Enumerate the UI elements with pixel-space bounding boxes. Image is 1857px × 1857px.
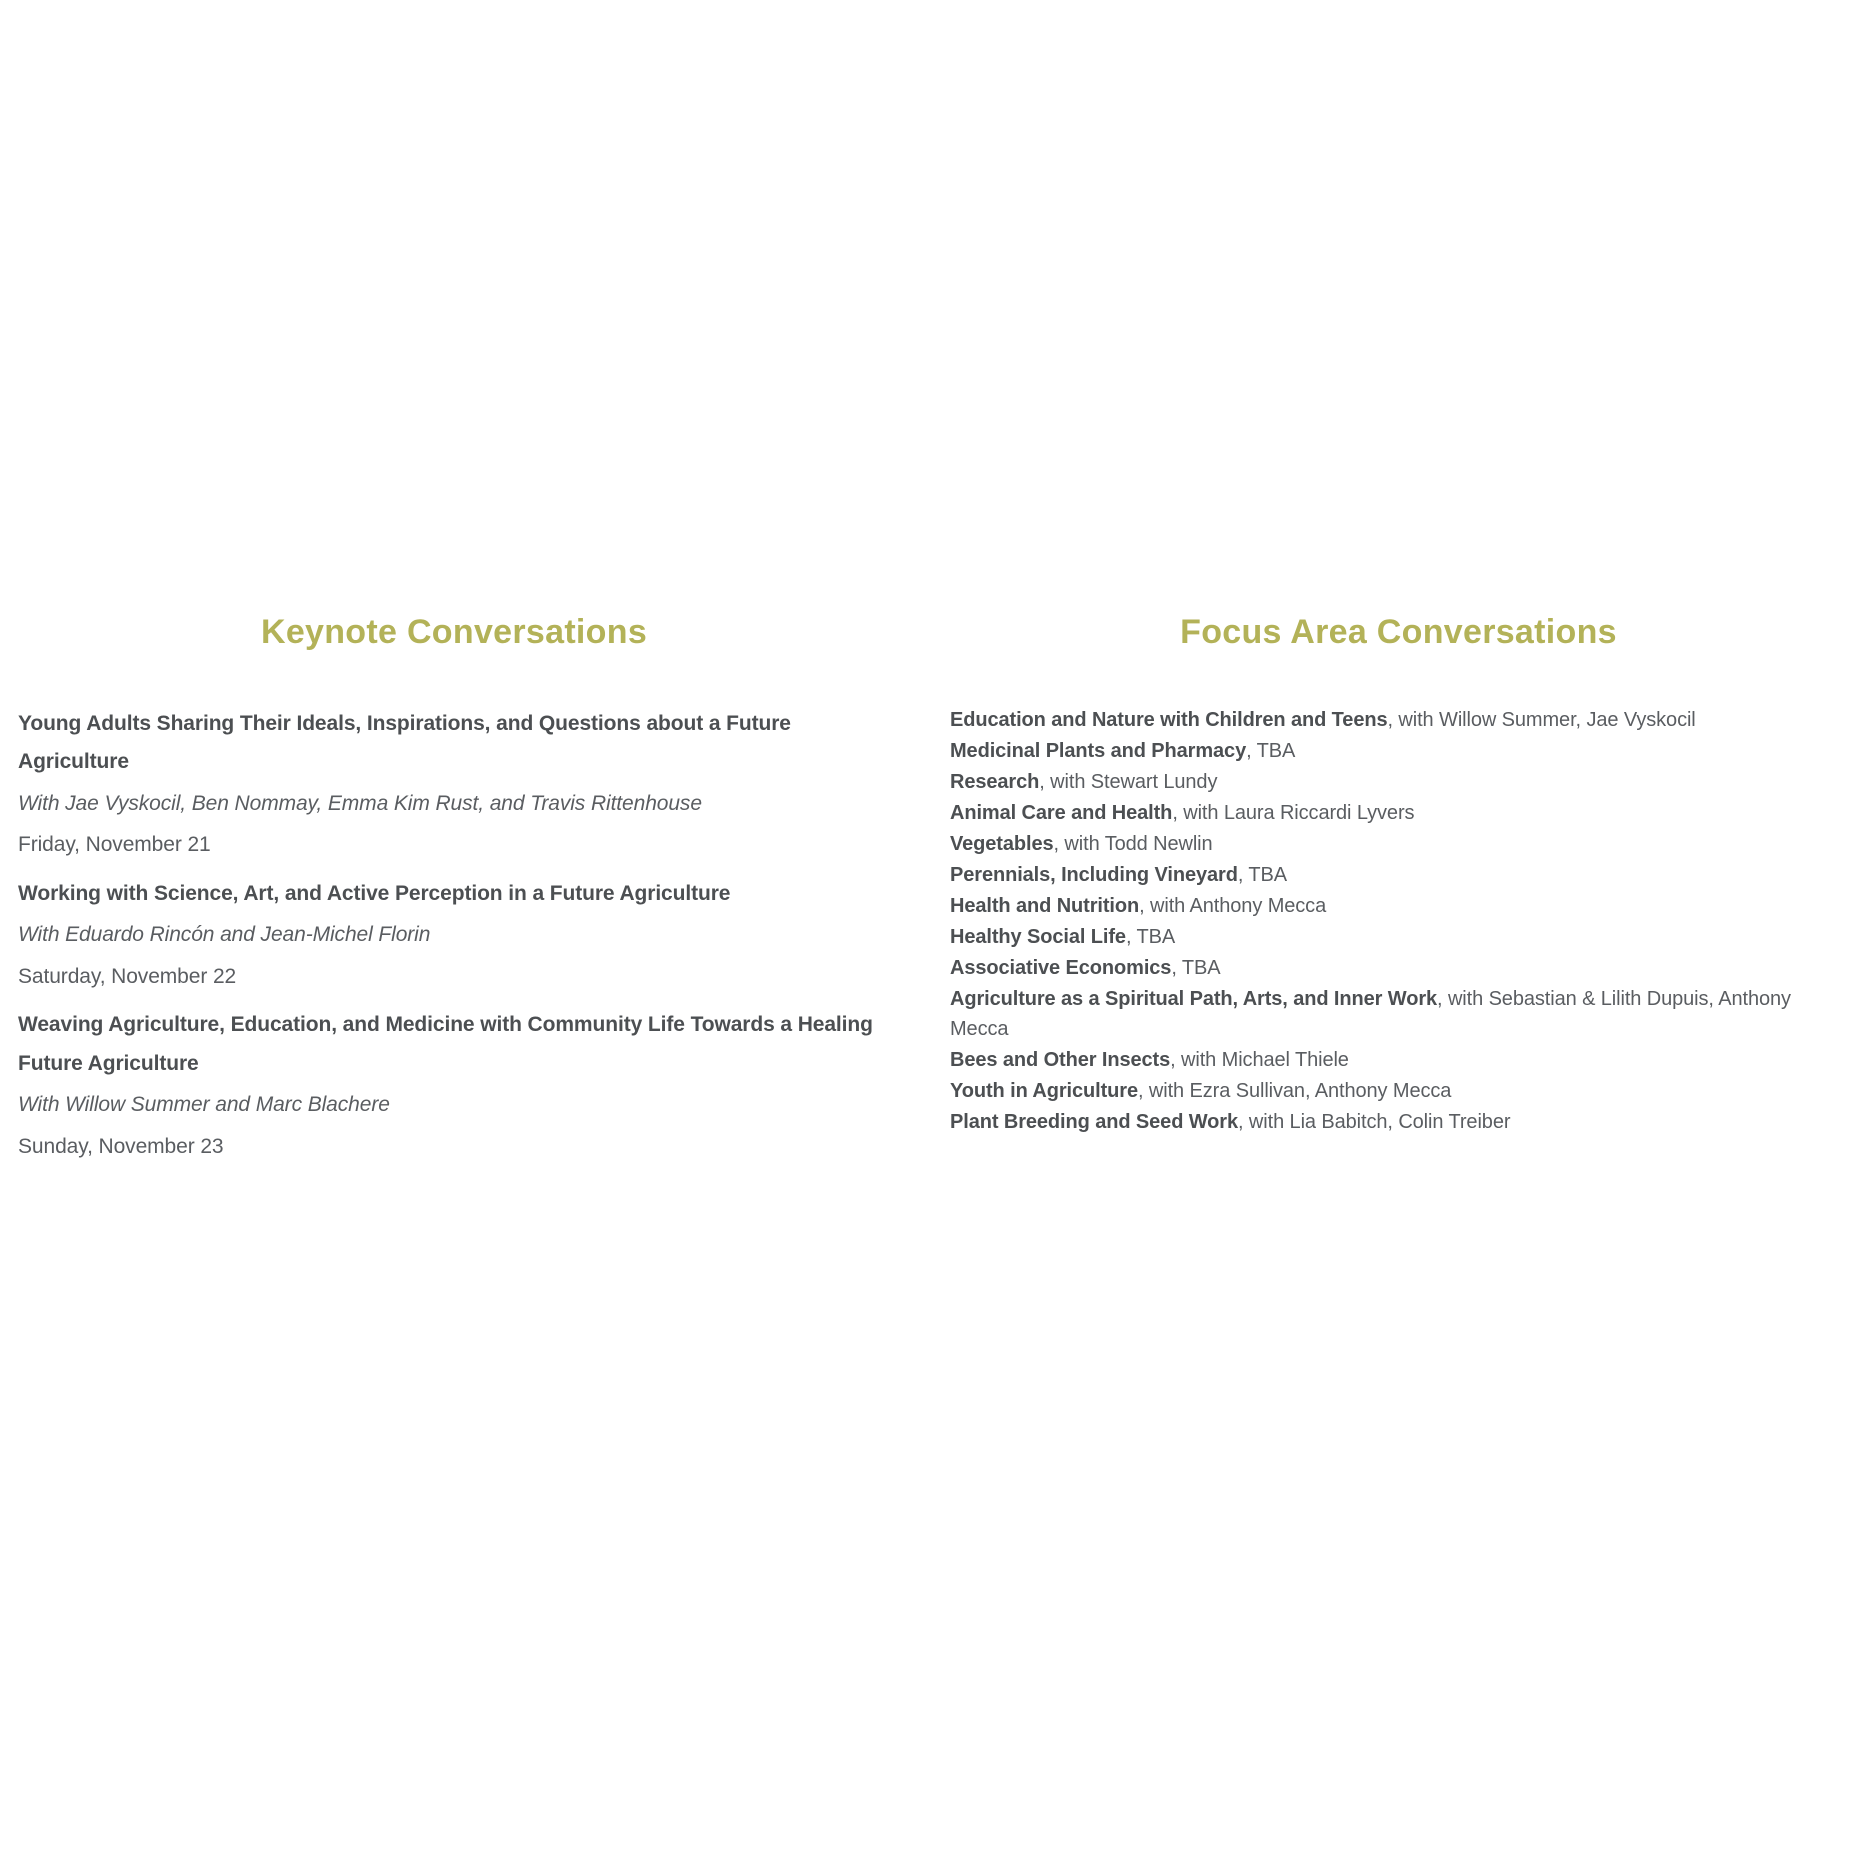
focus-topic: Plant Breeding and Seed Work [950,1111,1239,1134]
focus-topic: Animal Care and Health [950,801,1173,824]
keynote-presenters: With Willow Summer and Marc Blachere [18,1093,390,1117]
list-item [950,767,1830,798]
focus-people: , with Willow Summer, Jae Vyskocil [1387,708,1696,731]
focus-people: , with Anthony Mecca [1139,894,1327,917]
focus-topic: Associative Economics [950,956,1172,979]
focus-topic: Education and Nature with Children and Teens [950,708,1388,731]
focus-people: , with Ezra Sullivan, Anthony Mecca [1138,1080,1452,1103]
list-item [950,829,1830,860]
keynote-date: Sunday, November 23 [18,1134,224,1158]
keynote-presenters: With Eduardo Rincón and Jean-Michel Florin [18,923,431,947]
list-item [950,1107,1830,1138]
focus-people: , with Todd Newlin [1053,832,1213,855]
focus-people: , TBA [1125,925,1176,948]
focus-people: , TBA [1171,956,1221,979]
focus-topic: Bees and Other Insects [950,1049,1171,1072]
focus-topic: Youth in Agriculture [950,1080,1138,1103]
keynote-presenters: With Jae Vyskocil, Ben Nommay, Emma Kim Rust, and Travis Rittenhouse [18,791,702,815]
focus-people: , with Lia Babitch, Colin Treiber [1238,1111,1511,1134]
focus-topic: Healthy Social Life [950,925,1126,948]
keynote-entry [18,875,890,997]
keynote-conversations-column [0,612,950,1176]
list-item [950,953,1830,984]
list-item [950,1045,1830,1076]
keynote-title: Working with Science, Art, and Active Perception in a Future Agriculture [18,881,731,905]
keynote-section-heading: Keynote Conversations [260,613,648,651]
focus-people: , TBA [1237,863,1287,886]
keynote-title: Weaving Agriculture, Education, and Medicine with Community Life Towards a Healing Future Agriculture [18,1013,873,1075]
list-item [950,922,1830,953]
list-item [950,984,1830,1045]
list-item [950,798,1830,829]
focus-area-list [950,705,1847,1138]
focus-topic: Perennials, Including Vineyard [950,863,1238,886]
focus-topic: Agriculture as a Spiritual Path, Arts, and Inner Work [950,987,1438,1010]
focus-people: , with Michael Thiele [1170,1049,1349,1072]
list-item [950,736,1830,767]
focus-topic: Research [950,770,1040,793]
keynote-entry [18,1006,890,1166]
focus-section-heading: Focus Area Conversations [1180,613,1617,651]
list-item [950,860,1830,891]
focus-topic: Medicinal Plants and Pharmacy [950,739,1247,762]
focus-people: , TBA [1246,739,1296,762]
keynote-date: Saturday, November 22 [18,964,237,988]
focus-people: , with Stewart Lundy [1039,770,1218,793]
keynote-date: Friday, November 21 [18,833,211,857]
keynote-title: Young Adults Sharing Their Ideals, Inspirations, and Questions about a Future Agriculture [18,711,791,774]
keynote-entry [18,705,890,865]
list-item [950,891,1830,922]
focus-topic: Vegetables [950,832,1054,855]
two-column-layout [0,612,1857,1176]
list-item [950,705,1830,736]
focus-people: , with Sebastian & Lilith Dupuis, Anthony Mecca [950,987,1791,1041]
focus-people: , with Laura Riccardi Lyvers [1172,801,1415,824]
focus-area-conversations-column [950,612,1857,1138]
focus-topic: Health and Nutrition [950,894,1140,917]
list-item [950,1076,1830,1107]
